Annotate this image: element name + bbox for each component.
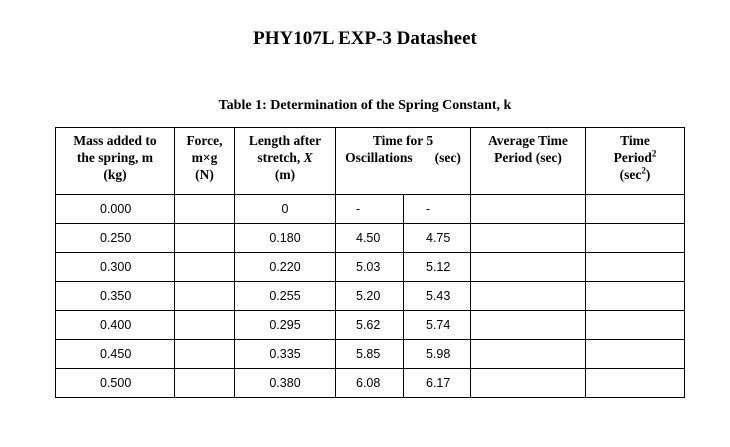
header-length-line3: (m) bbox=[274, 167, 296, 182]
cell-average-period bbox=[471, 282, 586, 311]
cell-period-squared bbox=[586, 253, 685, 282]
cell-force bbox=[175, 369, 235, 398]
cell-period-squared bbox=[586, 340, 685, 369]
cell-mass: 0.450 bbox=[56, 340, 175, 369]
header-period2-line3-sup: 2 bbox=[641, 165, 646, 176]
cell-length: 0 bbox=[235, 195, 336, 224]
cell-average-period bbox=[471, 369, 586, 398]
cell-length: 0.220 bbox=[235, 253, 336, 282]
cell-time-trial-1: 6.08 bbox=[336, 369, 404, 398]
header-period2-line2: Period bbox=[613, 150, 652, 165]
cell-time-trial-2: 5.12 bbox=[404, 253, 471, 282]
cell-time-trial-1: - bbox=[336, 195, 404, 224]
header-period2-line2-sup: 2 bbox=[651, 148, 657, 159]
cell-force bbox=[175, 340, 235, 369]
cell-period-squared bbox=[586, 369, 685, 398]
cell-period-squared bbox=[586, 311, 685, 340]
header-time-five-oscillations bbox=[336, 128, 471, 195]
header-force-line1: Force, bbox=[186, 133, 223, 148]
cell-mass: 0.250 bbox=[56, 224, 175, 253]
header-length-line1: Length after bbox=[248, 133, 322, 148]
cell-time-trial-1: 5.20 bbox=[336, 282, 404, 311]
cell-length: 0.180 bbox=[235, 224, 336, 253]
cell-force bbox=[175, 282, 235, 311]
cell-time-trial-2: 5.98 bbox=[404, 340, 471, 369]
header-force bbox=[175, 128, 235, 195]
table-header-row bbox=[56, 128, 685, 195]
cell-force bbox=[175, 224, 235, 253]
cell-time-trial-2: 5.43 bbox=[404, 282, 471, 311]
cell-period-squared bbox=[586, 224, 685, 253]
cell-average-period bbox=[471, 253, 586, 282]
header-length-line2: stretch, bbox=[257, 150, 304, 165]
header-period2-line3-pre: (sec bbox=[619, 167, 642, 182]
table-row bbox=[56, 311, 685, 340]
cell-average-period bbox=[471, 340, 586, 369]
cell-period-squared bbox=[586, 195, 685, 224]
table-row bbox=[56, 340, 685, 369]
header-time5-line2b: (sec) bbox=[434, 150, 461, 165]
header-mass-line1: Mass added to bbox=[73, 133, 157, 148]
header-force-line3: (N) bbox=[195, 167, 214, 182]
cell-average-period bbox=[471, 224, 586, 253]
table-row bbox=[56, 224, 685, 253]
cell-mass: 0.500 bbox=[56, 369, 175, 398]
header-mass-line3: (kg) bbox=[103, 167, 127, 182]
header-avg-line1: Average Time bbox=[488, 133, 568, 148]
cell-force bbox=[175, 195, 235, 224]
header-force-line2: m×g bbox=[191, 150, 218, 165]
cell-time-trial-2: - bbox=[404, 195, 471, 224]
cell-time-trial-1: 4.50 bbox=[336, 224, 404, 253]
table-row bbox=[56, 253, 685, 282]
page-title: PHY107L EXP-3 Datasheet bbox=[253, 28, 477, 49]
cell-length: 0.295 bbox=[235, 311, 336, 340]
cell-force bbox=[175, 253, 235, 282]
cell-force bbox=[175, 311, 235, 340]
header-period2-line1: Time bbox=[620, 133, 650, 148]
header-time5-line2a: Oscillations bbox=[345, 150, 413, 165]
cell-average-period bbox=[471, 195, 586, 224]
table-row bbox=[56, 282, 685, 311]
header-avg-line2: Period (sec) bbox=[494, 150, 562, 165]
table-row bbox=[56, 369, 685, 398]
cell-period-squared bbox=[586, 282, 685, 311]
cell-length: 0.335 bbox=[235, 340, 336, 369]
header-length bbox=[235, 128, 336, 195]
cell-length: 0.255 bbox=[235, 282, 336, 311]
table-row bbox=[56, 195, 685, 224]
cell-time-trial-1: 5.62 bbox=[336, 311, 404, 340]
header-length-variable: X bbox=[303, 150, 313, 165]
cell-mass: 0.000 bbox=[56, 195, 175, 224]
cell-time-trial-1: 5.03 bbox=[336, 253, 404, 282]
header-mass bbox=[56, 128, 175, 195]
header-average-period bbox=[471, 128, 586, 195]
cell-time-trial-1: 5.85 bbox=[336, 340, 404, 369]
cell-mass: 0.350 bbox=[56, 282, 175, 311]
header-time5-line1: Time for 5 bbox=[372, 133, 434, 148]
header-period-squared bbox=[586, 128, 685, 195]
cell-time-trial-2: 4.75 bbox=[404, 224, 471, 253]
cell-time-trial-2: 5.74 bbox=[404, 311, 471, 340]
spring-constant-table bbox=[55, 127, 685, 398]
table-caption: Table 1: Determination of the Spring Constant, k bbox=[218, 98, 512, 113]
cell-average-period bbox=[471, 311, 586, 340]
cell-length: 0.380 bbox=[235, 369, 336, 398]
header-mass-line2: the spring, m bbox=[76, 150, 154, 165]
cell-time-trial-2: 6.17 bbox=[404, 369, 471, 398]
header-period2-line3-post: ) bbox=[645, 167, 651, 182]
cell-mass: 0.300 bbox=[56, 253, 175, 282]
cell-mass: 0.400 bbox=[56, 311, 175, 340]
